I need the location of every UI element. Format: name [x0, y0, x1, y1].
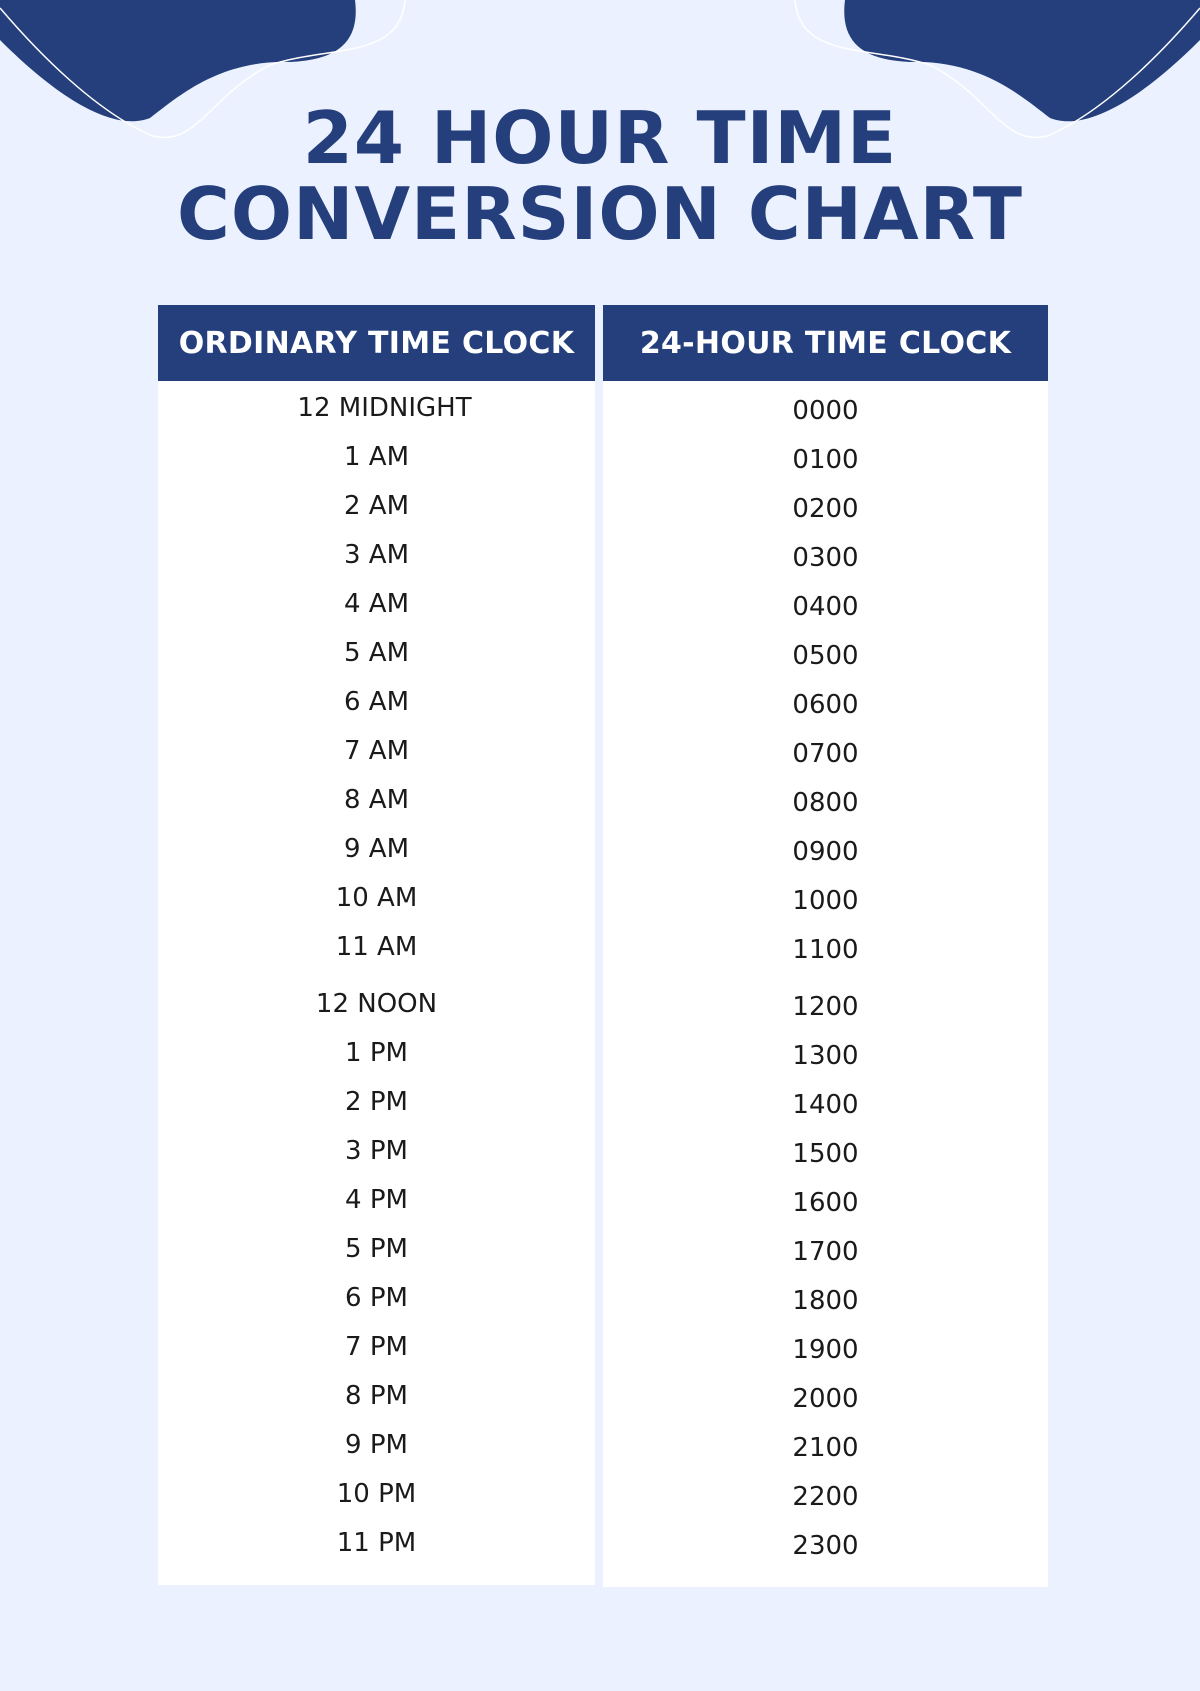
ordinary-time-cell: 11 AM [335, 932, 418, 962]
ordinary-time-cell: 11 PM [336, 1528, 417, 1558]
ordinary-time-cell: 9 AM [343, 834, 410, 864]
ordinary-time-cell: 8 PM [345, 1381, 408, 1411]
twenty-four-hour-cell: 1400 [792, 1090, 859, 1120]
twenty-four-hour-header: 24-HOUR TIME CLOCK [603, 305, 1048, 381]
twenty-four-hour-cell: 0700 [792, 739, 859, 769]
ordinary-time-header: ORDINARY TIME CLOCK [158, 305, 595, 381]
ordinary-time-cell: 10 PM [336, 1479, 417, 1509]
ordinary-time-cell: 9 PM [345, 1430, 408, 1460]
twenty-four-hour-cell: 0900 [792, 837, 859, 867]
ordinary-time-cell: 7 PM [345, 1332, 408, 1362]
twenty-four-hour-cell: 0200 [792, 494, 859, 524]
ordinary-time-cell: 5 AM [343, 638, 410, 668]
ordinary-time-cell: 1 AM [343, 442, 410, 472]
twenty-four-hour-cell: 0100 [792, 445, 859, 475]
ordinary-time-cell: 7 AM [343, 736, 410, 766]
twenty-four-hour-cell: 0300 [792, 543, 859, 573]
page-title-line-2: CONVERSION CHART [177, 172, 1023, 256]
twenty-four-hour-cell: 1300 [792, 1041, 859, 1071]
ordinary-time-cell: 6 PM [345, 1283, 408, 1313]
twenty-four-hour-cell: 0800 [792, 788, 859, 818]
twenty-four-hour-cell: 1100 [792, 935, 859, 965]
ordinary-time-cell: 6 AM [343, 687, 410, 717]
twenty-four-hour-cell: 1800 [792, 1286, 859, 1316]
page-title [0, 96, 1200, 256]
twenty-four-hour-cell: 0500 [792, 641, 859, 671]
ordinary-time-cell: 12 MIDNIGHT [297, 393, 472, 423]
twenty-four-hour-cell: 1900 [792, 1335, 859, 1365]
twenty-four-hour-cell: 0600 [792, 690, 859, 720]
ordinary-time-cell: 1 PM [345, 1038, 408, 1068]
twenty-four-hour-cell: 1600 [792, 1188, 859, 1218]
ordinary-time-cell: 8 AM [343, 785, 410, 815]
twenty-four-hour-cell: 2100 [792, 1433, 859, 1463]
twenty-four-hour-cell: 0400 [792, 592, 859, 622]
page-title-line-1: 24 HOUR TIME [302, 96, 898, 180]
ordinary-time-cell: 2 AM [343, 491, 410, 521]
twenty-four-hour-cell: 2200 [792, 1482, 859, 1512]
ordinary-time-cell: 4 AM [343, 589, 410, 619]
twenty-four-hour-cell: 1700 [792, 1237, 859, 1267]
twenty-four-hour-cell: 2300 [792, 1531, 859, 1561]
ordinary-time-cell: 4 PM [345, 1185, 408, 1215]
twenty-four-hour-column [603, 305, 1048, 1587]
ordinary-time-cell: 10 AM [335, 883, 418, 913]
ordinary-time-cell: 3 PM [345, 1136, 408, 1166]
ordinary-time-cell: 3 AM [343, 540, 410, 570]
twenty-four-hour-cell: 2000 [792, 1384, 859, 1414]
twenty-four-hour-cell: 0000 [792, 396, 859, 426]
twenty-four-hour-cell: 1000 [792, 886, 859, 916]
twenty-four-hour-cell: 1500 [792, 1139, 859, 1169]
twenty-four-hour-cell: 1200 [792, 992, 859, 1022]
ordinary-time-cell: 5 PM [345, 1234, 408, 1264]
ordinary-time-cell: 12 NOON [315, 989, 438, 1019]
ordinary-time-column [158, 305, 595, 1585]
ordinary-time-cell: 2 PM [345, 1087, 408, 1117]
